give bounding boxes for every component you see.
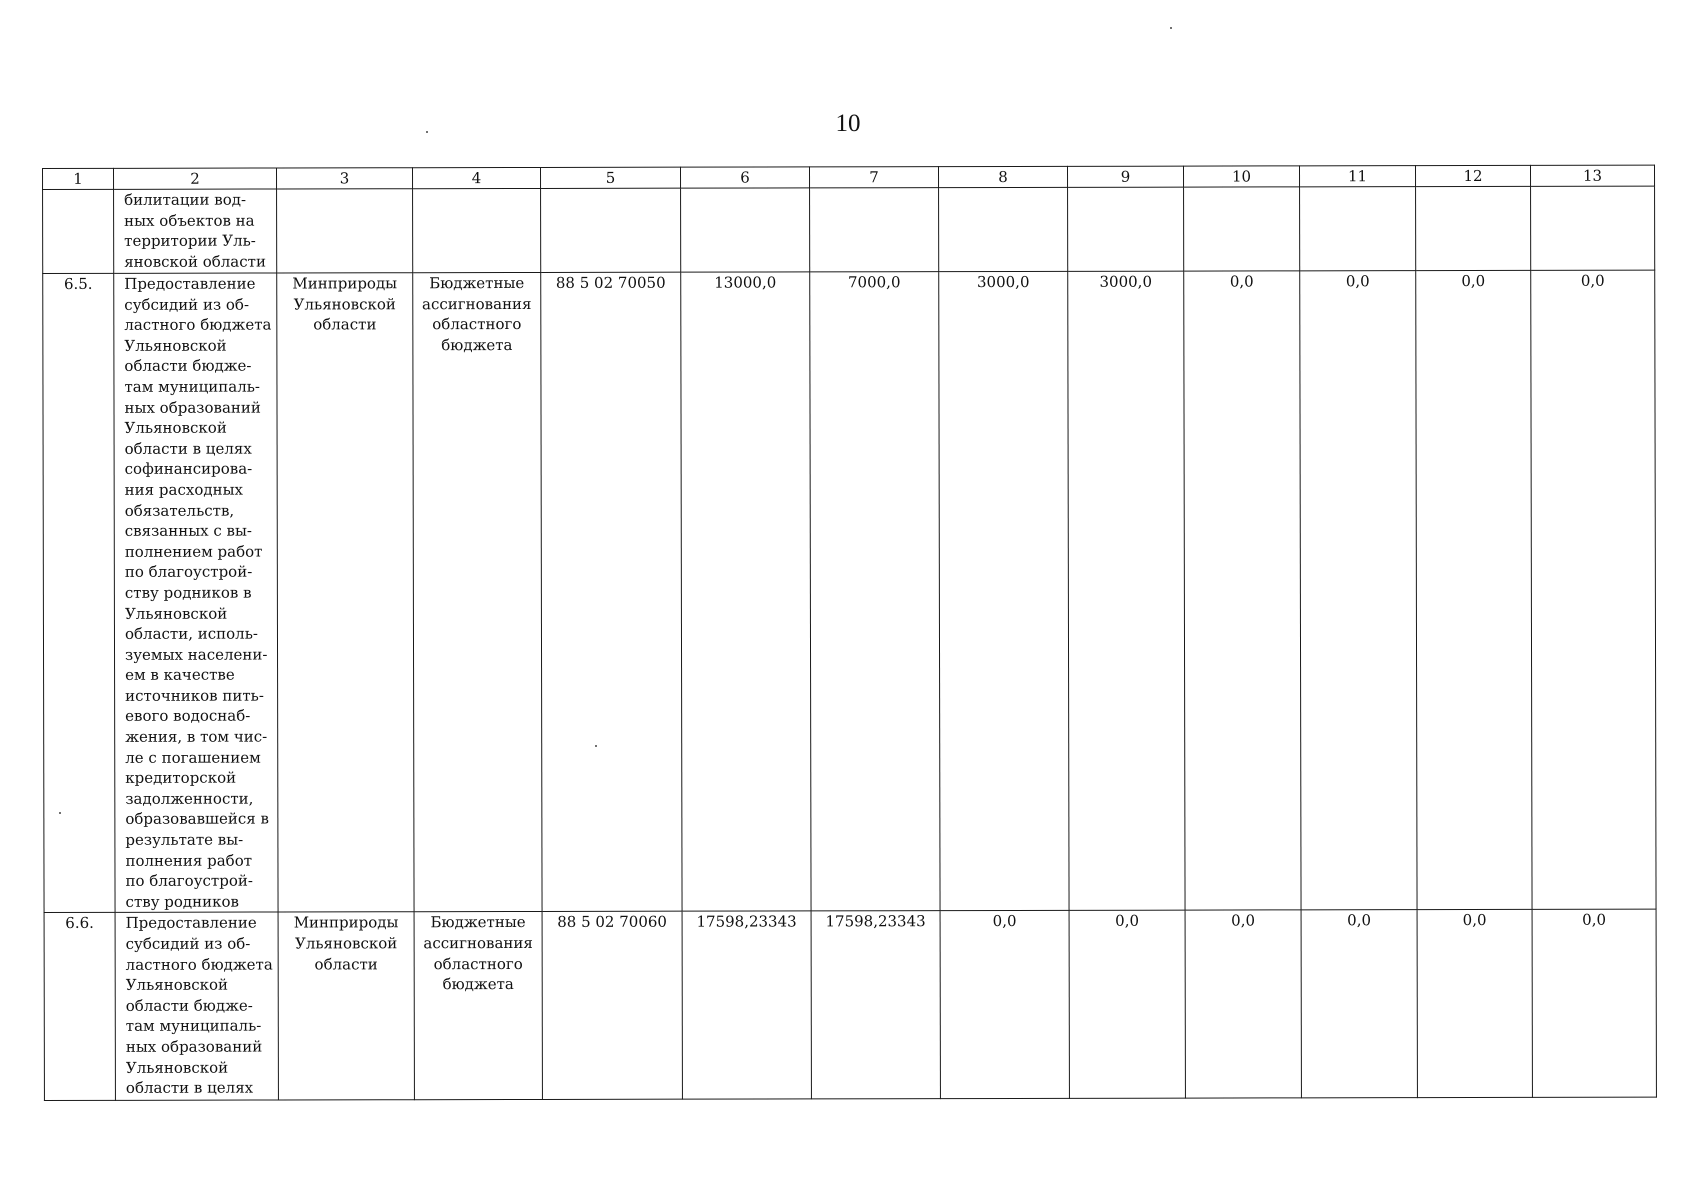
column-header: 9 [1067, 166, 1183, 187]
description-line: субсидий из об- [125, 934, 251, 953]
cell-value: 0,0 [1532, 910, 1656, 1098]
description-line: ем в качестве [125, 665, 235, 685]
column-header: 6 [680, 167, 809, 188]
description-line: зуемых населени- [125, 645, 268, 664]
table-row-continuation [43, 186, 1655, 273]
cell-value: 3000,0 [1068, 271, 1185, 911]
cell-value: 0,0 [1417, 910, 1532, 1098]
column-header: 5 [540, 167, 680, 188]
description-line: источников пить- [125, 686, 264, 705]
description-line: области, исполь- [124, 624, 258, 643]
description-line: по благоустрой- [125, 871, 253, 891]
description-line: там муниципаль- [124, 377, 260, 396]
cell-value [810, 188, 939, 272]
cell-value: 0,0 [1184, 271, 1301, 911]
source-line: областного [433, 954, 523, 973]
description-line: результате вы- [125, 830, 244, 849]
cell-responsible [278, 912, 414, 1100]
cell-number [43, 189, 114, 273]
description-line: билитации вод- [124, 190, 247, 209]
description-line: ния расходных [124, 480, 243, 499]
column-header: 8 [938, 166, 1067, 187]
scan-speck [595, 745, 597, 747]
column-header: 2 [114, 168, 277, 189]
source-line: ассигнования [422, 294, 532, 313]
cell-value: 0,0 [1185, 910, 1301, 1098]
responsible-line: Минприроды [293, 913, 399, 932]
source-line: областного [432, 315, 522, 334]
responsible-line: Ульяновской [294, 934, 398, 953]
cell-source [413, 188, 541, 272]
description-line: там муниципаль- [125, 1016, 262, 1036]
cell-code [541, 188, 681, 272]
description-line: Предоставление [124, 274, 256, 293]
cell-value: 13000,0 [681, 272, 811, 912]
cell-value [681, 188, 810, 272]
cell-value: 0,0 [1301, 910, 1417, 1098]
cell-description [114, 189, 277, 273]
column-header: 10 [1183, 166, 1299, 187]
cell-value [1068, 187, 1184, 271]
responsible-line: области [313, 315, 377, 334]
description-line: полнения работ [125, 851, 253, 870]
description-line: связанных с вы- [124, 521, 252, 540]
column-header: 12 [1415, 165, 1530, 186]
source-line: Бюджетные [430, 913, 526, 932]
description-line: ству родников в [124, 583, 252, 602]
source-line: Бюджетные [429, 273, 525, 293]
column-header: 11 [1299, 166, 1415, 187]
cell-number: 6.6. [44, 913, 115, 1101]
cell-value [1184, 187, 1300, 271]
description-line: Ульяновской [124, 604, 228, 623]
description-line: ных образований [124, 398, 261, 417]
cell-value [1416, 186, 1531, 270]
cell-value: 3000,0 [939, 271, 1069, 911]
cell-value: 0,0 [1300, 271, 1417, 911]
description-line: области бюдже- [125, 996, 253, 1015]
cell-value: 7000,0 [810, 272, 940, 912]
scan-speck [1170, 27, 1172, 29]
description-line: ластного бюджета [125, 955, 273, 974]
cell-value: 0,0 [940, 911, 1069, 1099]
cell-value: 17598,23343 [811, 911, 940, 1099]
source-line: бюджета [442, 975, 514, 994]
description-line: ле с погашением [125, 748, 261, 767]
column-header: 13 [1530, 165, 1654, 186]
description-line: Ульяновской [125, 975, 229, 995]
column-header: 1 [43, 168, 114, 189]
description-line: евого водоснаб- [125, 707, 251, 726]
scan-speck [59, 812, 61, 814]
description-line: Ульяновской [124, 336, 227, 355]
description-line: ных образований [125, 1037, 263, 1056]
description-line: обязательств, [124, 501, 235, 520]
cell-responsible [277, 273, 414, 913]
cell-number: 6.5. [43, 273, 115, 913]
description-line: полнением работ [124, 542, 263, 561]
cell-value: 0,0 [1416, 270, 1532, 910]
description-line: софинансирова- [124, 459, 253, 479]
description-line: области бюдже- [124, 356, 252, 376]
description-line: территории Уль- [124, 231, 256, 251]
description-line: задолженности, [125, 789, 254, 808]
cell-value: 0,0 [1069, 911, 1185, 1099]
cell-source [413, 272, 542, 912]
cell-description [115, 912, 278, 1100]
responsible-line: Ульяновской [293, 294, 396, 314]
description-line: ных объектов на [124, 211, 255, 230]
table-row-6-6 [44, 910, 1656, 1101]
description-line: ластного бюджета [124, 315, 272, 335]
responsible-line: Минприроды [292, 274, 398, 293]
description-line: Ульяновской [125, 1058, 229, 1077]
cell-code: 88 5 02 70060 [542, 912, 682, 1100]
cell-value: 17598,23343 [682, 911, 811, 1099]
description-line: образовавшейся в [125, 809, 269, 829]
cell-code: 88 5 02 70050 [541, 272, 682, 912]
page-number: 10 [835, 110, 861, 137]
description-line: субсидий из об- [124, 295, 250, 314]
source-line: ассигнования [423, 933, 533, 953]
cell-value [1300, 187, 1416, 271]
description-line: области в целях [124, 439, 252, 458]
cell-value: 0,0 [1531, 270, 1656, 910]
cell-responsible [277, 189, 413, 273]
description-line: жения, в том чис- [125, 727, 268, 746]
description-line: Ульяновской [124, 418, 227, 437]
program-measures-table [42, 165, 1657, 1102]
scan-speck [426, 131, 428, 133]
description-line: ству родников [125, 892, 240, 911]
description-line: кредиторской [125, 768, 237, 788]
source-line: бюджета [441, 335, 513, 354]
cell-value [1531, 186, 1655, 270]
cell-value [939, 187, 1068, 271]
table-row-6-5 [43, 270, 1656, 913]
responsible-line: области [314, 954, 378, 974]
description-line: яновской области [124, 252, 266, 271]
column-header: 7 [809, 167, 938, 188]
cell-source [414, 912, 542, 1100]
description-line: Предоставление [125, 913, 257, 933]
column-header: 3 [277, 168, 413, 189]
column-header: 4 [413, 167, 541, 188]
description-line: по благоустрой- [124, 562, 253, 582]
description-line: области в целях [125, 1078, 254, 1097]
cell-description [114, 273, 278, 913]
